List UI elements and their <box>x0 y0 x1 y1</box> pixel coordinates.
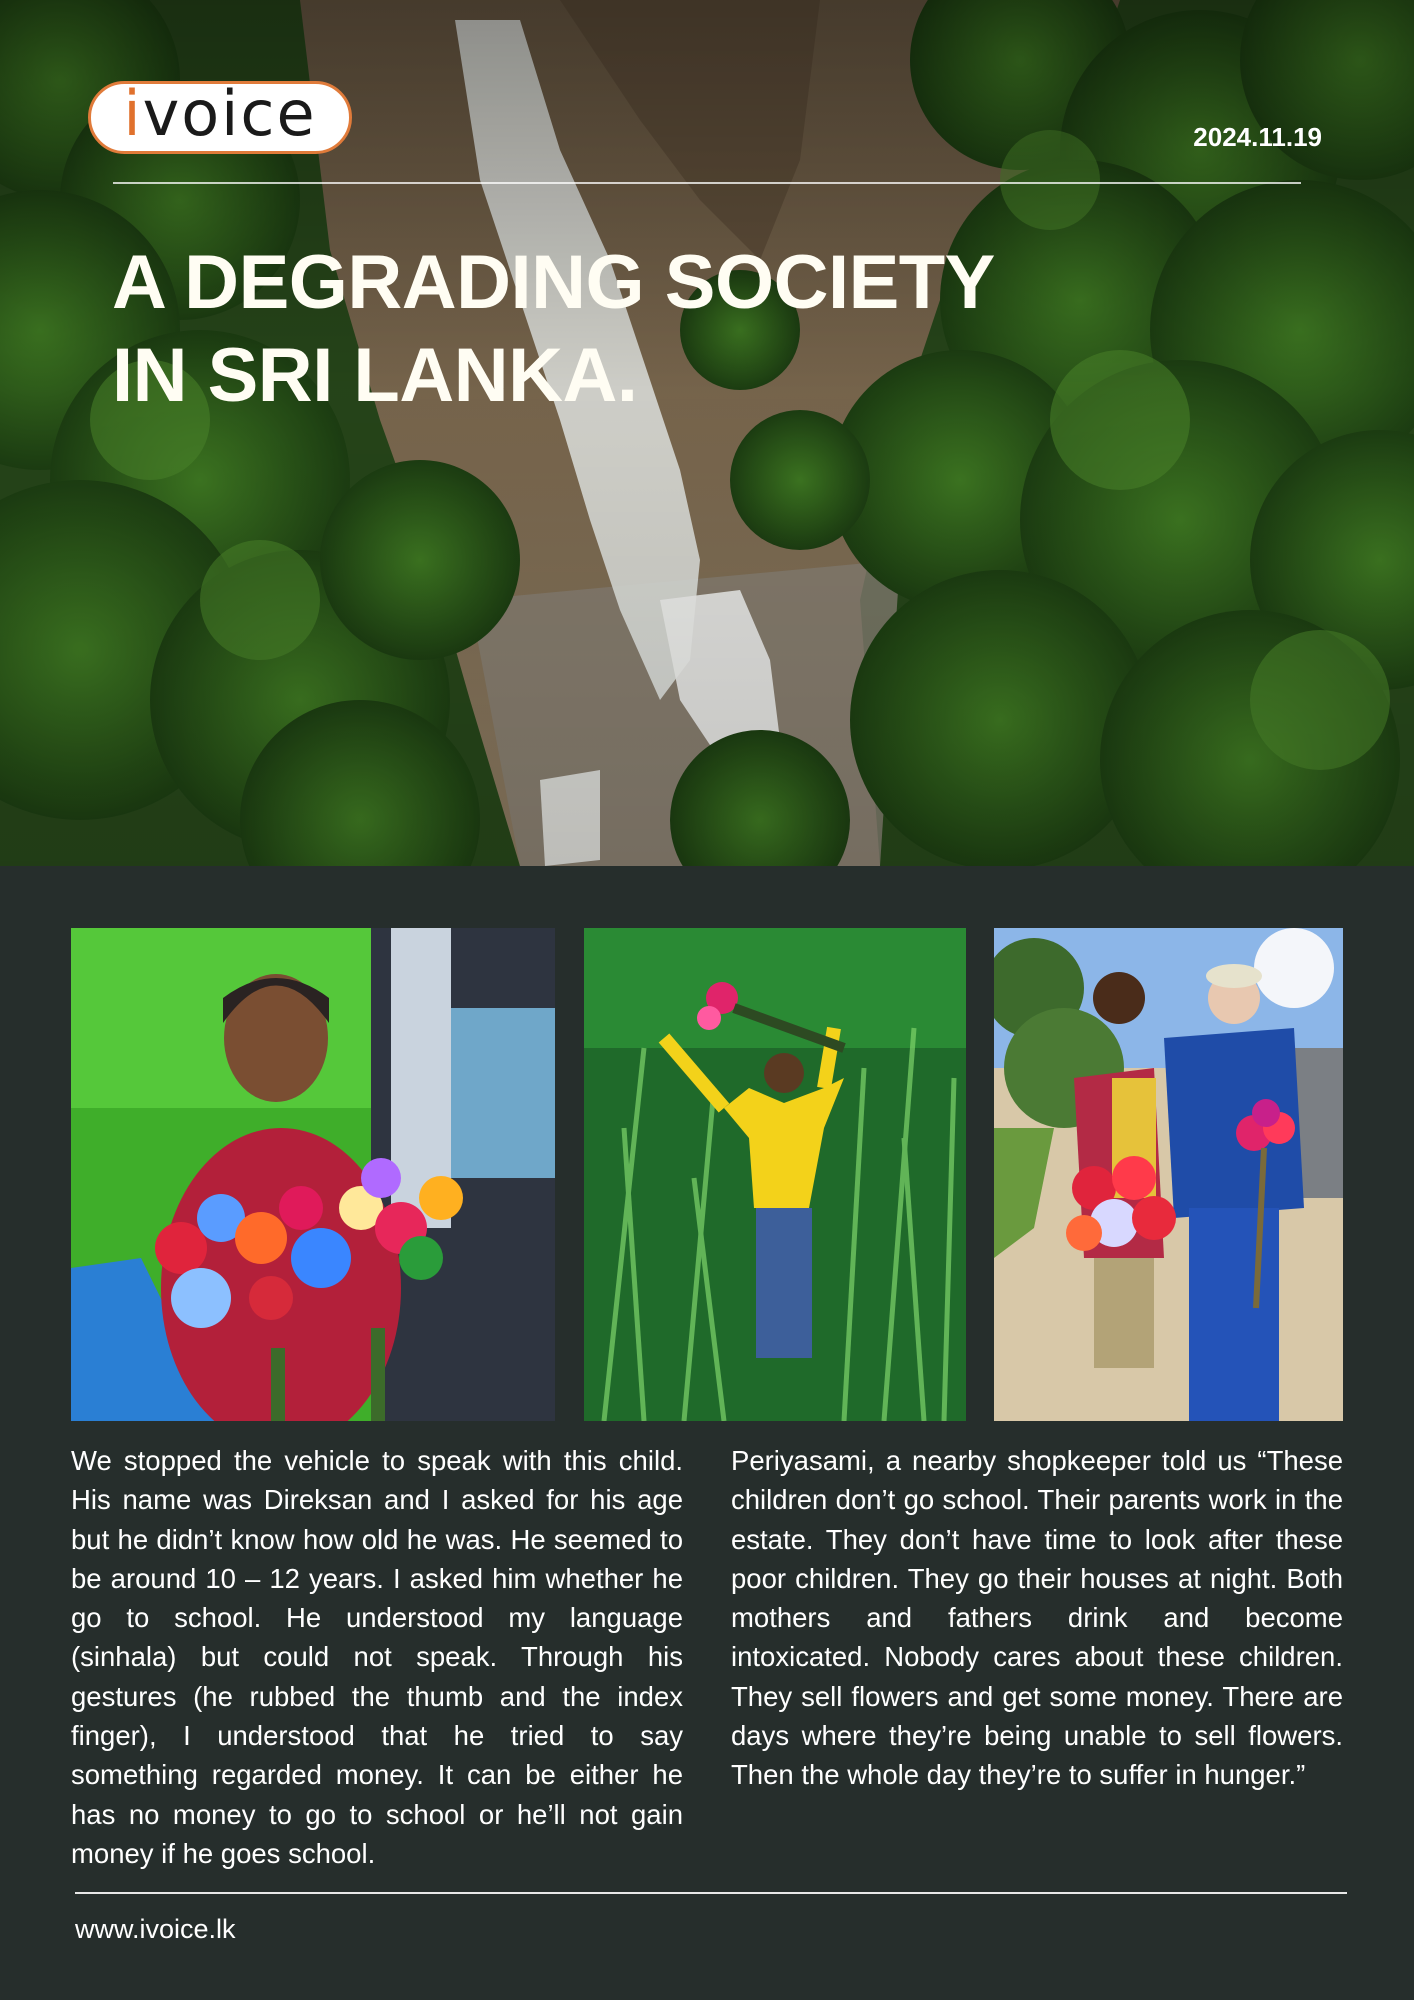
logo-accent-letter: i <box>123 76 143 150</box>
publication-date: 2024.11.19 <box>1193 122 1322 152</box>
website-link[interactable]: www.ivoice.lk <box>75 1914 236 1944</box>
title-line-1: A DEGRADING SOCIETY <box>112 240 995 325</box>
logo-wordmark: voice <box>142 76 317 150</box>
hero-waterfall-image <box>0 0 1414 866</box>
article-paragraph-right: Periyasami, a nearby shopkeeper told us “These children don’t go school. Their parents work in the estate. They don’t have time to look after these poor children. They go their houses at night. Both mothers and fathers drink and become intoxicated. Nobody cares about these children. They sell flowers and get some money. There are days where they’re being unable to sell flowers. Then the whole day they’re to suffer in hunger.” <box>731 1445 1343 1791</box>
article-title <box>112 236 995 422</box>
photo-boy-with-bouquets <box>71 928 555 1421</box>
article-paragraph-left: We stopped the vehicle to speak with this child. His name was Direksan and I asked for his age but he didn’t know how old he was. He seemed to be around 10 – 12 years. I asked him whether he go to school. He understood my language (sinhala) but could not speak. Through his gestures (he rubbed the thumb and the index finger), I understood that he tried to say something regarded money. It can be either he has no money to go to school or he’ll not gain money if he goes school. <box>71 1445 683 1869</box>
footer-divider <box>75 1892 1347 1894</box>
photo-boy-and-tourist <box>994 928 1343 1421</box>
ivoice-logo <box>88 76 352 154</box>
header-divider <box>113 182 1301 184</box>
title-line-2: IN SRI LANKA. <box>112 333 638 418</box>
photo-boy-in-grass <box>584 928 966 1421</box>
